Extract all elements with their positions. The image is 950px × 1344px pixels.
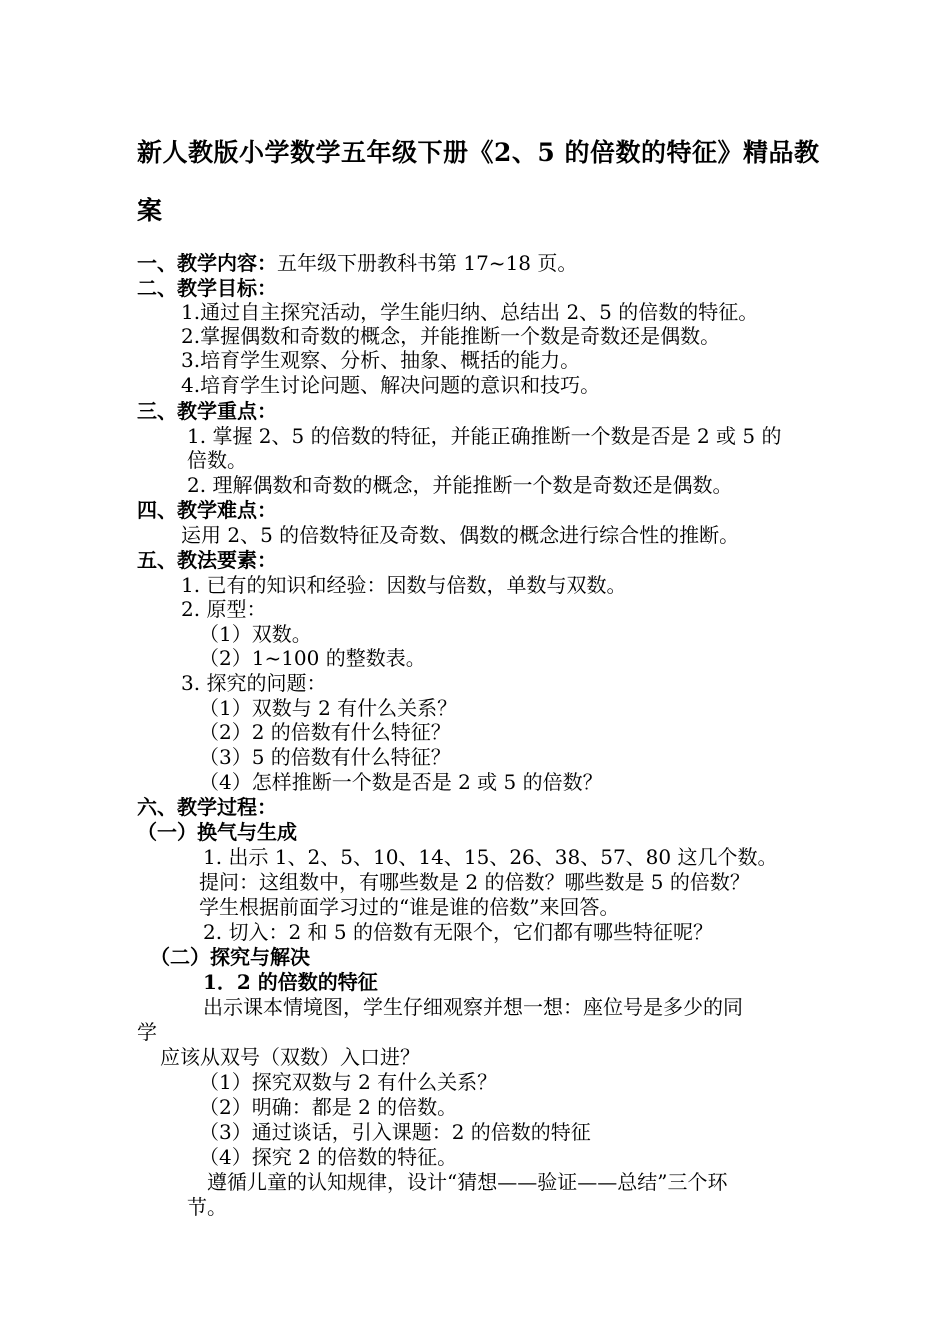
process-line: 遵循儿童的认知规律，设计“猜想——验证——总结”三个环 [207, 1170, 728, 1194]
title-line-1: 新人教版小学数学五年级下册《2、5 的倍数的特征》精品教 [137, 138, 820, 167]
method-item: 2. 原型： [181, 597, 267, 621]
method-subitem: （1）双数与 2 有什么关系？ [199, 696, 458, 720]
process-line-cont: 学 [137, 1020, 157, 1044]
process-line-cont: 节。 [187, 1195, 227, 1219]
key-point-item: 1. 掌握 2、5 的倍数的特征，并能正确推断一个数是否是 2 或 5 的 [187, 424, 782, 448]
process-line: 出示课本情境图，学生仔细观察并想一想：座位号是多少的同 [203, 995, 743, 1019]
process-line: 1. 出示 1、2、5、10、14、15、26、38、57、80 这几个数。 [203, 845, 778, 869]
section-text: 五年级下册教科书第 17~18 页。 [277, 251, 578, 275]
process-line: 2. 切入：2 和 5 的倍数有无限个，它们都有哪些特征呢？ [203, 920, 713, 944]
process-subitem: （2）明确：都是 2 的倍数。 [199, 1095, 458, 1119]
process-subitem: （1）探究双数与 2 有什么关系？ [199, 1070, 498, 1094]
process-subitem: （4）探究 2 的倍数的特征。 [199, 1145, 458, 1169]
subsection-heading: （二）探究与解决 [150, 945, 310, 969]
title-line-2: 案 [137, 196, 163, 225]
method-subitem: （4）怎样推断一个数是否是 2 或 5 的倍数？ [199, 770, 603, 794]
method-item: 3. 探究的问题： [181, 671, 327, 695]
section-teaching-content [137, 251, 577, 276]
section-heading-method: 五、教法要素： [137, 548, 277, 572]
method-subitem: （1）双数。 [199, 622, 312, 646]
process-line: 学生根据前面学习过的“谁是谁的倍数”来回答。 [199, 895, 620, 919]
process-line: 提问：这组数中，有哪些数是 2 的倍数？哪些数是 5 的倍数？ [199, 870, 750, 894]
subsection-heading: （一）换气与生成 [137, 820, 297, 844]
process-line: 应该从双号（双数）入口进？ [160, 1045, 420, 1069]
section-heading-key-points: 三、教学重点： [137, 399, 277, 423]
objective-item: 2.掌握偶数和奇数的概念，并能推断一个数是奇数还是偶数。 [181, 324, 721, 348]
section-heading-process: 六、教学过程： [137, 795, 277, 819]
document-title [137, 124, 837, 240]
method-subitem: （2）2 的倍数有什么特征？ [199, 720, 451, 744]
key-point-item-cont: 倍数。 [187, 448, 247, 472]
method-subitem: （2）1~100 的整数表。 [199, 646, 426, 670]
objective-item: 1.通过自主探究活动，学生能归纳、总结出 2、5 的倍数的特征。 [181, 300, 759, 324]
section-heading-objectives: 二、教学目标： [137, 276, 277, 300]
method-subitem: （3）5 的倍数有什么特征？ [199, 745, 451, 769]
objective-item: 4.培育学生讨论问题、解决问题的意识和技巧。 [181, 373, 601, 397]
objective-item: 3.培育学生观察、分析、抽象、概括的能力。 [181, 348, 581, 372]
section-heading: 一、教学内容： [137, 251, 277, 275]
section-heading-difficulties: 四、教学难点： [137, 498, 277, 522]
difficulty-text: 运用 2、5 的倍数特征及奇数、偶数的概念进行综合性的推断。 [181, 523, 740, 547]
process-subitem: （3）通过谈话，引入课题：2 的倍数的特征 [199, 1120, 591, 1144]
key-point-item: 2. 理解偶数和奇数的概念，并能推断一个数是奇数还是偶数。 [187, 473, 733, 497]
method-item: 1. 已有的知识和经验：因数与倍数，单数与双数。 [181, 573, 627, 597]
subsection-subheading: 1．2 的倍数的特征 [203, 970, 378, 994]
